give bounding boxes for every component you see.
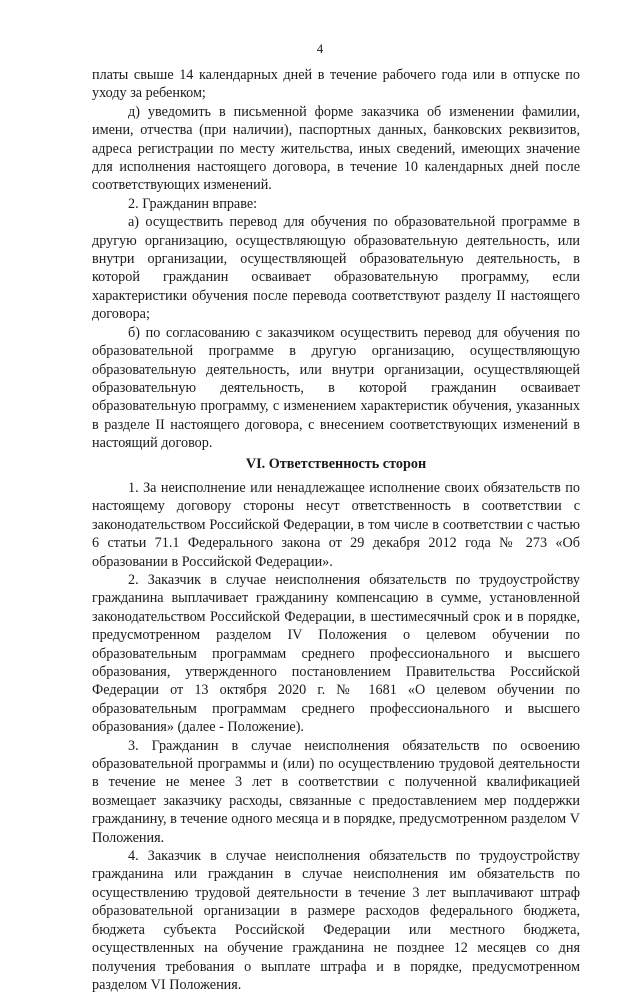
- paragraph-liability-3: 3. Гражданин в случае неисполнения обязательств по освоению образовательной программы и (или) по осуществлению трудовой деятельности в течение не менее 3 лет в соответствии с полученной квалификацией возмещает заказчику расходы, связанные с предоставлением мер поддержки гражданину, в течение одного месяца и в порядке, предусмотренном разделом V Положения.: [92, 737, 580, 846]
- paragraph-a-transfer: а) осуществить перевод для обучения по образовательной программе в другую организацию, осуществляющую образовательную деятельность, или внутри организации, осуществляющей образовательную деятельность, в которой гражданин осваивает образовательную программу, если характеристики обучения после перевода соответствуют разделу II настоящего договора;: [92, 214, 580, 323]
- paragraph-citizen-rights: 2. Гражданин вправе:: [128, 195, 258, 212]
- paragraph-liability-1: 1. За неисполнение или ненадлежащее исполнение своих обязательств по настоящему договору стороны несут ответственность в соответствии с законодательством Российской Федерации, в том числе в соответствии с частью 6 статьи 71.1 Федерального закона от 29 декабря 2012 года № 273 «Об образовании в Российской Федерации».: [92, 479, 580, 570]
- section-heading: VI. Ответственность сторон: [245, 455, 427, 472]
- page-number: 4: [316, 41, 324, 56]
- paragraph-liability-4: 4. Заказчик в случае неисполнения обязательств по трудоустройству гражданина или гражданин в случае неисполнения им обязательств по осуществлению трудовой деятельности в течение 3 лет выплачивают штраф образовательной организации в размере расходов федерального бюджета, бюджета субъекта Российской Федерации или местного бюджета, осуществленных на обучение гражданина не позднее 12 месяцев со дня получения требования о выплате штрафа и в порядке, предусмотренном разделом VI Положения.: [92, 848, 580, 993]
- document-body: [92, 66, 580, 994]
- paragraph-liability-2: 2. Заказчик в случае неисполнения обязательств по трудоустройству гражданина выплачивает гражданину компенсацию в сумме, установленной законодательством Российской Федерации, в шестимесячный срок и в порядке, предусмотренном разделом IV Положения о целевом обучении по образовательным программам среднего профессионального и высшего образования, утвержденного постановлением Правительства Российской Федерации от 13 октября 2020 г. № 1681 «О целевом обучении по образовательным программам среднего профессионального и высшего образования» (далее - Положение).: [92, 571, 580, 736]
- paragraph-d-notify: д) уведомить в письменной форме заказчика об изменении фамилии, имени, отчества (при наличии), паспортных данных, банковских реквизитов, адреса регистрации по месту жительства, иных сведений, имеющих значение для исполнения настоящего договора, в течение 10 календарных дней после соответствующих изменений.: [92, 103, 580, 194]
- paragraph-continuation: платы свыше 14 календарных дней в течение рабочего года или в отпуске по уходу за ребенком;: [92, 67, 580, 102]
- paragraph-b-transfer-agreed: б) по согласованию с заказчиком осуществить перевод для обучения по образовательной программе в другую организацию, осуществляющую образовательную деятельность, или внутри организации, осуществляющей образовательную деятельность, в которой гражданин осваивает образовательную программу, с изменением характеристик обучения, указанных в разделе II настоящего договора, с внесением соответствующих изменений в настоящий договор.: [92, 324, 580, 452]
